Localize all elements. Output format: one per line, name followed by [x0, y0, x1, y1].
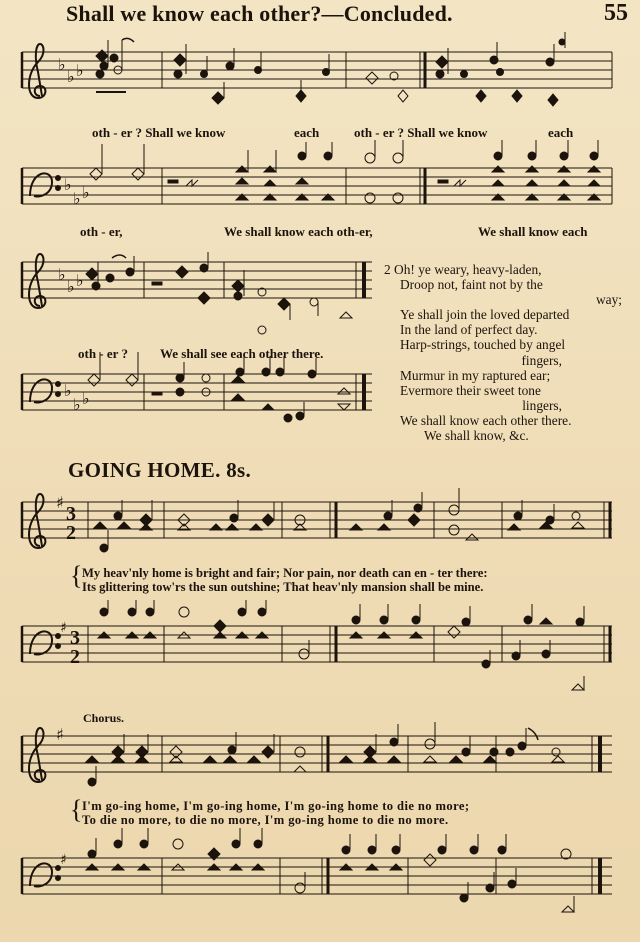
svg-text:♭: ♭: [73, 189, 81, 208]
chorus-label: Chorus.: [83, 711, 125, 725]
svg-text:♭: ♭: [76, 61, 84, 80]
lyric: We shall know each oth-er,: [224, 224, 373, 239]
lyric-brace-icon: {: [70, 561, 83, 590]
lyric: each: [294, 125, 320, 140]
lyric-brace-icon: {: [70, 795, 83, 824]
svg-text:♭: ♭: [73, 395, 81, 414]
lyric: Its glittering tow'rs the sun outshine; That heav'nly mansion shall be mine.: [82, 580, 484, 594]
verse-line: We shall know each other there.: [400, 412, 572, 428]
lyric: We shall know each: [478, 224, 588, 239]
verse-line: Evermore their sweet tone: [400, 382, 541, 398]
verse-line: We shall know, &c.: [424, 428, 529, 444]
svg-text:♭: ♭: [67, 277, 75, 296]
verse-line: In the land of perfect day.: [400, 322, 538, 338]
sharp-icon: ♯: [56, 725, 64, 744]
verse-line: Droop not, faint not by the: [400, 277, 543, 293]
svg-text:2: 2: [66, 522, 76, 544]
lyric: oth - er ? Shall we know: [92, 125, 226, 140]
lyric: oth - er ?: [78, 346, 128, 361]
treble-staff: [22, 736, 612, 772]
svg-text:♭: ♭: [64, 381, 72, 400]
page-title: Shall we know each other?—Concluded.: [66, 1, 453, 26]
verse-line: Ye shall join the loved departed: [400, 307, 570, 323]
sharp-icon: ♯: [60, 620, 67, 636]
svg-text:2: 2: [70, 646, 80, 668]
bass-staff: [22, 858, 612, 894]
verse-line: fingers,: [521, 352, 562, 368]
lyric: My heav'nly home is bright and fair; Nor pain, nor death can en - ter there:: [82, 566, 488, 580]
verse-line: Murmur in my raptured ear;: [400, 367, 551, 383]
svg-text:3: 3: [70, 627, 80, 649]
bass-notes: [86, 828, 574, 912]
svg-text:♭: ♭: [58, 265, 66, 284]
song2-title: GOING HOME. 8s.: [68, 458, 252, 482]
verse-line: Harp-strings, touched by angel: [400, 337, 566, 353]
verse-line: way;: [595, 292, 622, 308]
sharp-icon: ♯: [56, 493, 64, 512]
lyric: To die no more, to die no more, I'm go-ing home to die no more.: [82, 813, 449, 827]
verse-line: 2 Oh! ye weary, heavy-laden,: [384, 262, 542, 277]
page-number: 55: [604, 0, 628, 26]
svg-text:♭: ♭: [82, 389, 90, 408]
svg-text:♭: ♭: [64, 175, 72, 194]
lyric: oth - er,: [80, 224, 123, 239]
lyric: oth - er ? Shall we know: [354, 125, 488, 140]
svg-text:♭: ♭: [76, 271, 84, 290]
verse-line: lingers,: [522, 397, 562, 413]
sharp-icon: ♯: [60, 852, 67, 868]
svg-text:♭: ♭: [82, 183, 90, 202]
lyric: We shall see each other there.: [160, 346, 324, 361]
svg-text:♭: ♭: [67, 67, 75, 86]
lyric: I'm go-ing home, I'm go-ing home, I'm go-ing home to die no more;: [82, 799, 470, 813]
svg-text:♭: ♭: [58, 55, 66, 74]
lyric: each: [548, 125, 574, 140]
svg-text:3: 3: [66, 503, 76, 525]
